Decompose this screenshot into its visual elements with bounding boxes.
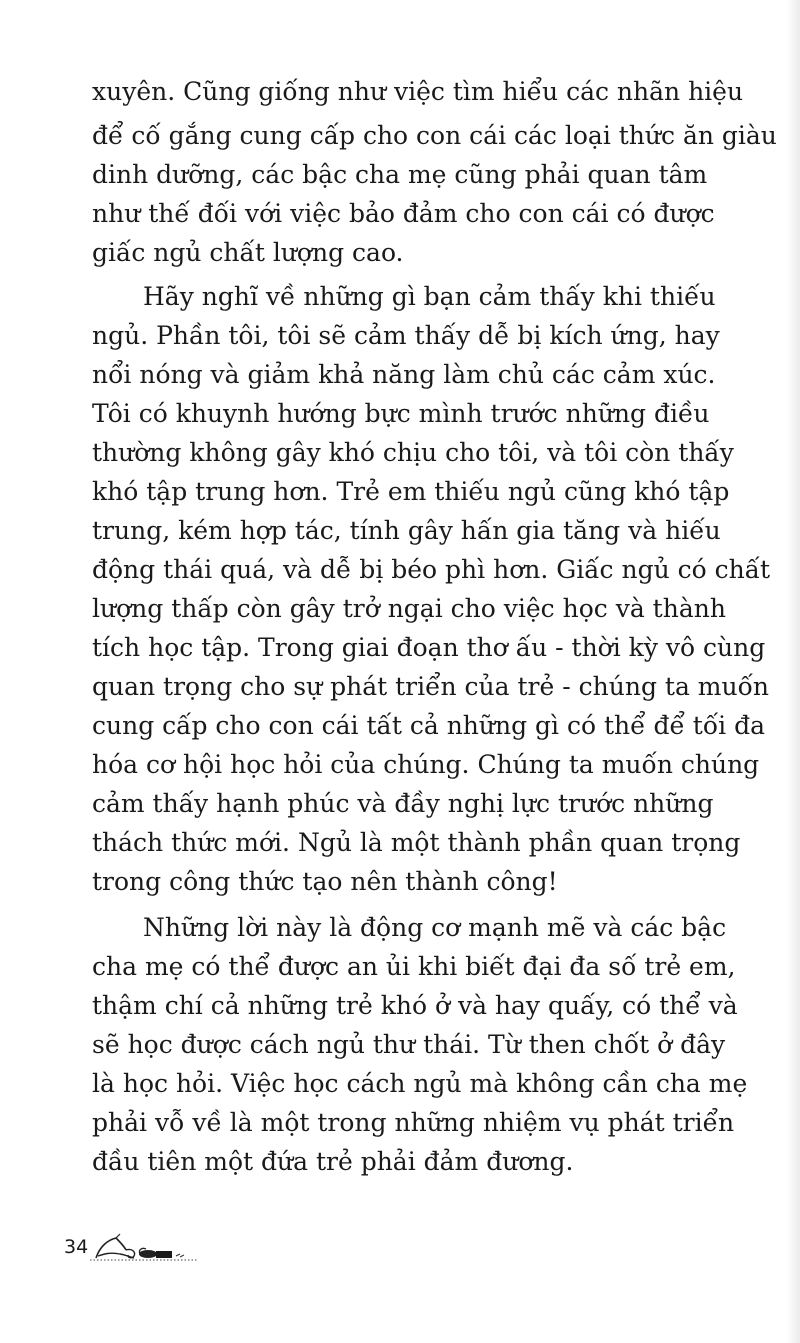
text-line: thách thức mới. Ngủ là một thành phần quan trọng [92, 828, 741, 857]
text-line: lượng thấp còn gây trở ngại cho việc học và thành [92, 594, 726, 623]
text-line: Hãy nghĩ về những gì bạn cảm thấy khi thiếu [143, 282, 716, 311]
text-line: tích học tập. Trong giai đoạn thơ ấu - thời kỳ vô cùng [92, 633, 766, 662]
text-line: quan trọng cho sự phát triển của trẻ - chúng ta muốn [92, 672, 770, 701]
sleeping-bird-icon [90, 1232, 200, 1268]
text-line: dinh dưỡng, các bậc cha mẹ cũng phải quan tâm [92, 160, 708, 189]
text-line: là học hỏi. Việc học cách ngủ mà không cần cha mẹ [92, 1069, 748, 1098]
text-line: giấc ngủ chất lượng cao. [92, 238, 404, 267]
text-line: cảm thấy hạnh phúc và đầy nghị lực trước những [92, 789, 714, 818]
text-line: đầu tiên một đứa trẻ phải đảm đương. [92, 1147, 574, 1176]
page-edge-shadow [786, 0, 800, 1343]
page-footer [64, 1232, 204, 1272]
text-line: Những lời này là động cơ mạnh mẽ và các bậc [143, 913, 727, 942]
page-number: 34 [64, 1236, 89, 1258]
text-line: sẽ học được cách ngủ thư thái. Từ then chốt ở đây [92, 1030, 726, 1059]
text-line: động thái quá, và dễ bị béo phì hơn. Giấc ngủ có chất [92, 555, 771, 584]
text-line: trong công thức tạo nên thành công! [92, 867, 558, 896]
text-line: thường không gây khó chịu cho tôi, và tôi còn thấy [92, 438, 734, 467]
text-line: hóa cơ hội học hỏi của chúng. Chúng ta muốn chúng [92, 750, 760, 779]
text-line: xuyên. Cũng giống như việc tìm hiểu các nhãn hiệu [92, 77, 744, 106]
text-line: cung cấp cho con cái tất cả những gì có thể để tối đa [92, 711, 765, 740]
text-line: như thế đối với việc bảo đảm cho con cái có được [92, 199, 715, 228]
text-line: thậm chí cả những trẻ khó ở và hay quấy, có thể và [92, 991, 738, 1020]
text-line: trung, kém hợp tác, tính gây hấn gia tăng và hiếu [92, 516, 721, 545]
text-line: nổi nóng và giảm khả năng làm chủ các cảm xúc. [92, 360, 716, 389]
text-line: khó tập trung hơn. Trẻ em thiếu ngủ cũng khó tập [92, 477, 730, 506]
text-line: phải vỗ về là một trong những nhiệm vụ phát triển [92, 1108, 735, 1137]
text-line: Tôi có khuynh hướng bực mình trước những điều [92, 399, 710, 428]
text-line: cha mẹ có thể được an ủi khi biết đại đa số trẻ em, [92, 952, 736, 981]
text-line: ngủ. Phần tôi, tôi sẽ cảm thấy dễ bị kích ứng, hay [92, 321, 720, 350]
text-line: để cố gắng cung cấp cho con cái các loại thức ăn giàu [92, 121, 777, 150]
